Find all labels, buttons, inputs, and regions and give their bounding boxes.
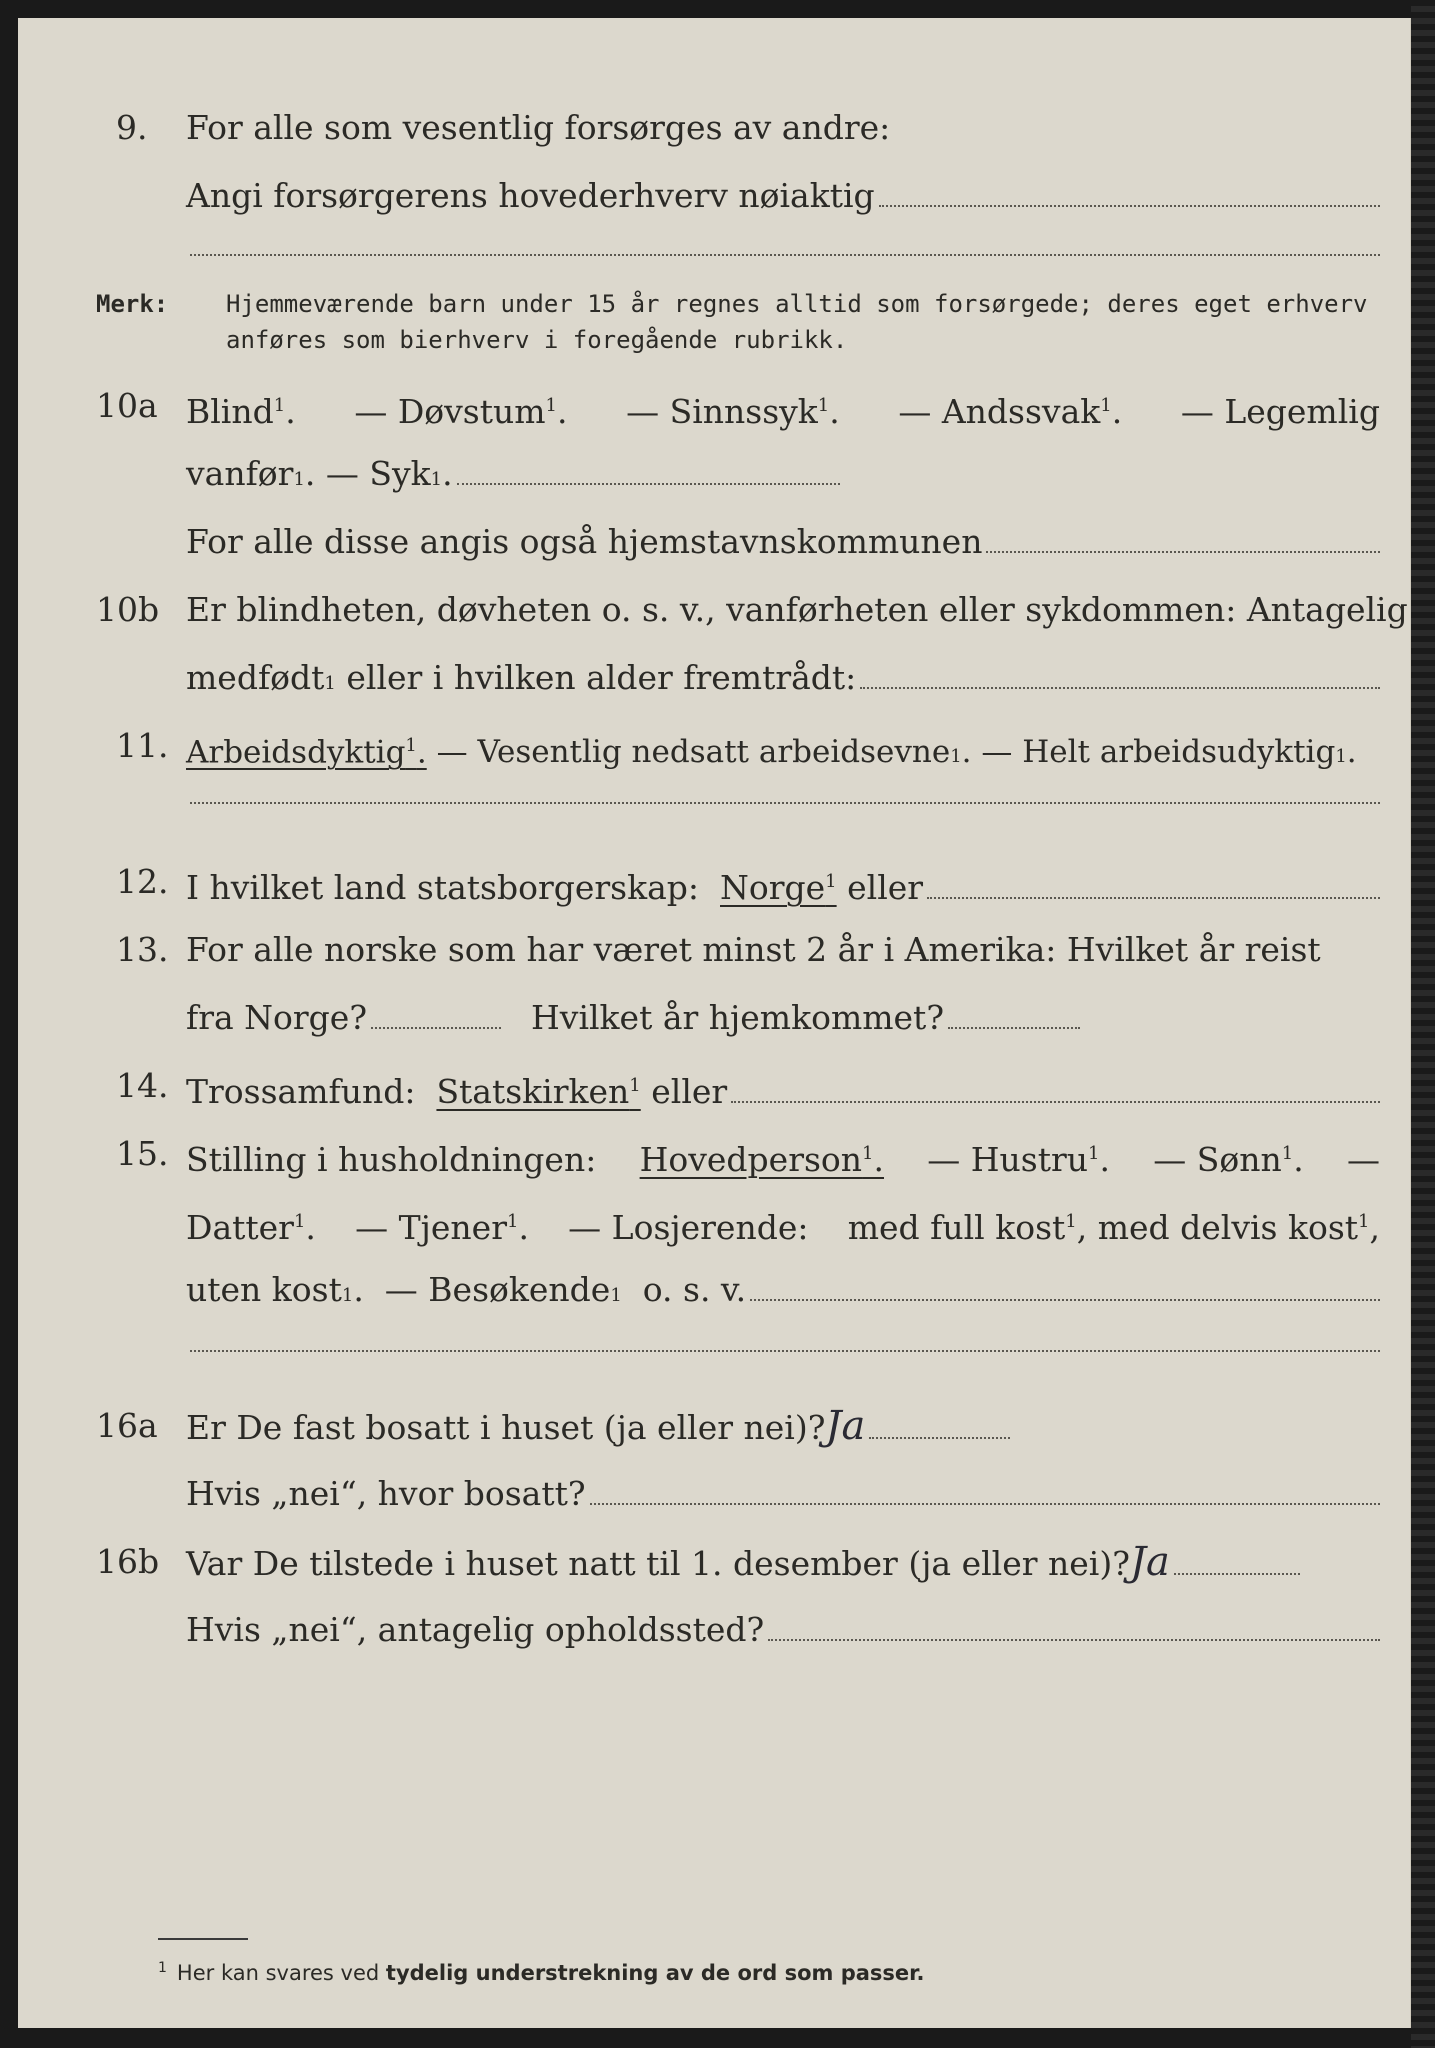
q16b-opholdssted-line[interactable] xyxy=(768,1615,1380,1641)
merk-line2: anføres som bierhverv i foregående rubrikk. xyxy=(226,326,848,354)
q10a-hjemstavn-line[interactable] xyxy=(986,527,1380,553)
q10a-dovstum: — Døvstum xyxy=(354,392,546,431)
q10a-line3: For alle disse angis også hjemstavnskommunen xyxy=(186,522,1380,562)
q16a-bosatt-line[interactable] xyxy=(590,1479,1380,1505)
q15-answer-line[interactable] xyxy=(750,1275,1380,1301)
q11-number: 11. xyxy=(116,726,169,765)
q15-line2: Datter$^1$. — Tjener$^1$. — Losjerende: med full kost$^1$, med delvis kost$^1$, xyxy=(186,1208,1380,1247)
q13-line2: fra Norge? Hvilket år hjemkommet? xyxy=(186,998,1080,1038)
q11-line: Arbeidsdyktig$^1$. — Vesentlig nedsatt arbeidsevne 1 . — Helt arbeidsudyktig 1 . xyxy=(186,726,1380,777)
q11-arbeidsdyktig-underlined: Arbeidsdyktig$^1$. xyxy=(186,734,427,771)
q15-number: 15. xyxy=(116,1134,169,1173)
q13-number: 13. xyxy=(116,930,169,969)
q10a-answer-line[interactable] xyxy=(457,459,840,485)
q9-answer-line[interactable] xyxy=(879,181,1380,207)
q10b-number: 10b xyxy=(96,590,160,629)
q12-answer-line[interactable] xyxy=(927,873,1380,899)
q10a-line2: vanfør 1 . — Syk 1 . xyxy=(186,454,840,500)
q13-reist-line[interactable] xyxy=(371,1003,501,1029)
q14-statskirken-underlined: Statskirken$^1$ xyxy=(436,1072,641,1111)
q10b-answer-line[interactable] xyxy=(860,663,1380,689)
q16b-line1: Var De tilstede i huset natt til 1. desember (ja eller nei)? Ja xyxy=(186,1542,1300,1584)
q9-extra-line[interactable] xyxy=(190,252,1380,256)
q10b-line2: medfødt 1 eller i hvilken alder fremtrådt: xyxy=(186,658,1380,704)
q12-norge-underlined: Norge$^1$ xyxy=(720,868,837,907)
q16a-number: 16a xyxy=(96,1406,158,1445)
q10a-line1: Blind$^1$. — Døvstum$^1$. — Sinnssyk$^1$. — Andssvak$^1$. — Legemlig xyxy=(186,392,1380,431)
q16b-number: 16b xyxy=(96,1542,160,1581)
q16a-line2: Hvis „nei“, hvor bosatt? xyxy=(186,1474,1380,1514)
q14-line: Trossamfund: Statskirken$^1$ eller xyxy=(186,1066,1380,1112)
q15-line1: Stilling i husholdningen: Hovedperson$^1$. — Hustru$^1$. — Sønn$^1$. — xyxy=(186,1134,1380,1180)
scan-edge xyxy=(1411,0,1435,2048)
q9-number: 9. xyxy=(116,108,148,147)
q13-hjemkommet-line[interactable] xyxy=(948,1003,1080,1029)
q12-number: 12. xyxy=(116,862,169,901)
q14-number: 14. xyxy=(116,1066,169,1105)
q16a-line1: Er De fast bosatt i huset (ja eller nei)? Ja xyxy=(186,1406,1010,1448)
merk-line1: Hjemmeværende barn under 15 år regnes alltid som forsørgede; deres eget erhverv xyxy=(226,290,1368,318)
q10a-blind: Blind xyxy=(186,392,274,431)
q10b-line1: Er blindheten, døvheten o. s. v., vanførheten eller sykdommen: Antagelig xyxy=(186,590,1408,629)
q15-hovedperson-underlined: Hovedperson$^1$. xyxy=(639,1140,884,1179)
q13-line1: For alle norske som har været minst 2 år i Amerika: Hvilket år reist xyxy=(186,930,1321,969)
q9-line2: Angi forsørgerens hovederhverv nøiaktig xyxy=(186,176,1380,216)
q10a-sinnssyk: — Sinnssyk xyxy=(626,392,818,431)
q9-line1: For alle som vesentlig forsørges av andre: xyxy=(186,108,891,147)
q14-answer-line[interactable] xyxy=(731,1077,1380,1103)
q11-answer-line[interactable] xyxy=(190,800,1380,804)
q10a-andssvak: — Andssvak xyxy=(898,392,1101,431)
footnote: $^1$ Her kan svares ved tydelig understrekning av de ord som passer. xyxy=(158,1960,925,1985)
footnote-rule xyxy=(158,1938,248,1940)
q16b-line2: Hvis „nei“, antagelig opholdssted? xyxy=(186,1610,1380,1650)
q16b-handwritten-answer: Ja xyxy=(1129,1539,1170,1585)
q16a-handwritten-answer: Ja xyxy=(825,1403,866,1449)
q15-line3: uten kost 1 . — Besøkende 1 o. s. v. xyxy=(186,1270,1380,1316)
q16b-answer-line[interactable] xyxy=(1174,1549,1300,1575)
q16a-answer-line[interactable] xyxy=(869,1413,1010,1439)
q10a-legemlig: — Legemlig xyxy=(1180,392,1380,431)
q12-line: I hvilket land statsborgerskap: Norge$^1$ eller xyxy=(186,862,1380,908)
merk-label: Merk: xyxy=(96,290,169,318)
merk-note xyxy=(96,286,1396,366)
census-form-page xyxy=(18,18,1414,2028)
q15-extra-line[interactable] xyxy=(190,1348,1380,1352)
q10a-number: 10a xyxy=(96,386,158,425)
